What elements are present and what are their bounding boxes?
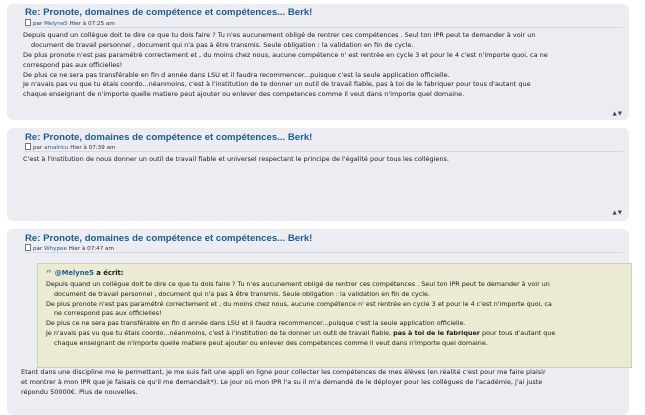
post-3 [7,229,629,415]
divider [25,27,623,28]
author-link[interactable]: Whypee [44,246,67,252]
post-body: Depuis quand un collègue doit te dire ce que tu dois faire ? Tu n'es aucunement obligé de rentrer ces compétences . Seul ton IPR peut te demander à voir un document de travail personnel , document qui n'a pas à être transmis. Seule obligation : la validation en fin de cycle. De plus pronote n'est pas paramétré correctement et , du moins chez nous, aucune compétence n' est rentrée en cycle 3 et pour le 4 c'est n'importe quoi, ca ne correspond pas aux officielles! De plus ce ne sera pas transférable en fin d année dans LSU et il faudra recommencer...puisque c'est la seule application officielle. Je n'avais pas vu que tu étais coordo...néanmoins, c'est à l'institution de te donner un outil de travail fiable, pas à toi de le fabriquer pour tous d'autant que chaque enseignant de n'importe quelle matiere peut ajouter ou enlever des competences comme il veut dans n'importe quel domaine. [23,31,548,99]
document-icon [25,244,31,251]
quote-block [37,263,632,368]
post-2 [7,128,629,221]
post-title[interactable]: Re: Pronote, domaines de compétence et compétences... Berk! [25,7,313,18]
post-title[interactable]: Re: Pronote, domaines de compétence et compétences... Berk! [25,132,313,143]
post-date: Hier à 07:25 am [69,21,115,27]
quote-author[interactable]: @Melyne5 [54,269,94,277]
post-meta: par amalricu Hier à 07:39 am [25,143,115,151]
post-date: Hier à 07:39 am [70,145,116,151]
post-1 [7,4,629,120]
post-meta: par Melyne5 Hier à 07:25 am [25,19,115,27]
scroll-updown-icon[interactable]: ▲▼ [612,111,623,117]
quote-body: Depuis quand un collègue doit te dire ce que tu dois faire ? Tu n'es aucunement obligé de rentrer ces compétences . Seul ton IPR peut te demander à voir un document de travail personnel , document qui n'a pas à être transmis. Seule obligation : la validation en fin de cycle. De plus pronote n'est pas paramétré correctement et , du moins chez nous, aucune compétence n' est rentrée en cycle 3 et pour le 4 c'est n'importe quoi, ca ne correspond pas aux officielles! De plus ce ne sera pas transférable en fin d année dans LSU et il faudra recommencer...puisque c'est la seule application officielle. Je n'avais pas vu que tu étais coordo...néanmoins, c'est à l'institution de te donner un outil de travail fiable, pas à toi de le fabriquer pour tous d'autant que chaque enseignant de n'importe quelle matiere peut ajouter ou enlever des competences comme il veut dans n'importe quel domaine. [46,280,556,347]
scroll-updown-icon[interactable]: ▲▼ [612,210,623,216]
post-title[interactable]: Re: Pronote, domaines de compétence et compétences... Berk! [25,233,313,244]
author-link[interactable]: amalricu [44,145,69,151]
post-date: Hier à 07:47 am [68,246,114,252]
divider [25,252,623,253]
author-link[interactable]: Melyne5 [44,21,68,27]
quote-header: “ @Melyne5 a écrit: [46,269,124,280]
post-meta: par Whypee Hier à 07:47 am [25,244,114,252]
quote-icon: “ [46,269,52,280]
divider [25,151,623,152]
post-body: Etant dans une discipline me le permettant, je me suis fait une appli en ligne pour collecter les compétences de mes élèves (en réalité c'est pour me faire plaisir et montrer à mon IPR que je faisais ce qu'il me demandait*). Le jour où mon IPR l'a su il m'a demandé de le déployer pour les collègues de l'académie, j'ai juste répondu 50000€. Plus de nouvelles. [21,368,546,396]
document-icon [25,143,31,150]
document-icon [25,19,31,26]
post-body: C'est à l'institution de nous donner un outil de travail fiable et universel respectant le principe de l'égalité pour tous les collégiens. [23,155,449,163]
